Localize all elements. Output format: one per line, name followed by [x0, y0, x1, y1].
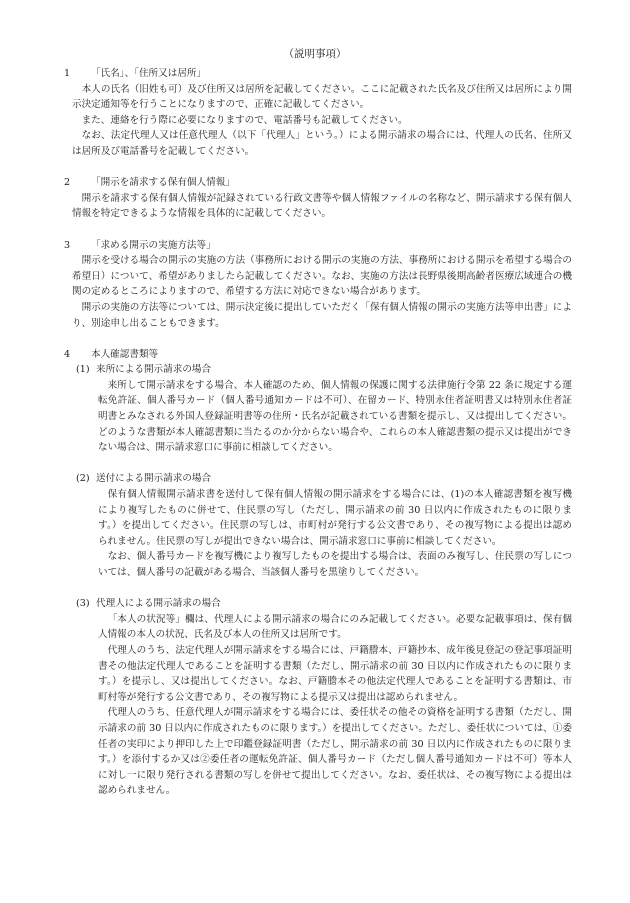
section-number: 2 — [64, 177, 71, 189]
section-title: 本人確認書類等 — [91, 348, 159, 360]
section-1-paragraph-3: なお、法定代理人又は任意代理人（以下「代理人」という。）による開示請求の場合には、代理人の氏名、住所又は居所及び電話番号を記載してください。 — [72, 130, 572, 157]
subsection-1-paragraph-1: 来所して開示請求をする場合、本人確認のため、個人情報の保護に関する法律施行令第 22 条に規定する運転免許証、個人番号カード（個人番号通知カードは不可）、在留カード、特別永住者証明書又は特別永住者証明書とみなされる外国人登録証明書等の住所・氏名が記載されている書類を提示し、又は提出してください。どのような書類が本人確認書類に当たるのか分からない場合や、これらの本人確認書類の提示又は提出ができない場合は、開示請求窓口に事前に相談してください。 — [98, 379, 572, 454]
subsection-title: 送付による開示請求の場合 — [96, 473, 212, 485]
section-number: 4 — [64, 348, 71, 360]
subsection-3-paragraph-1: 「本人の状況等」欄は、代理人による開示請求の場合にのみ記載してください。必要な記載事項は、保有個人情報の本人の状況、氏名及び本人の住所又は居所です。 — [98, 613, 572, 641]
subsection-title: 来所による開示請求の場合 — [96, 364, 212, 376]
section-1-heading — [64, 66, 572, 82]
subsection-3-heading — [64, 596, 572, 612]
subsection-number: (2) — [76, 473, 90, 485]
section-title: 「求める開示の実施方法等」 — [91, 239, 216, 251]
section-title: 「開示を請求する保有個人情報」 — [91, 177, 235, 189]
page-title: （説明事項） — [283, 48, 347, 60]
subsection-number: (1) — [76, 364, 90, 376]
subsection-2-heading — [64, 471, 572, 487]
subsection-3-paragraph-3: 代理人のうち、任意代理人が開示請求をする場合には、委任状その他その資格を証明する書類（ただし、開示請求の前 30 日以内に作成されたものに限ります。）を提出してください。ただし、委任状については、①委任者の実印により押印した上で印鑑登録証明書（ただし、開示請求の前 30 日以内に作成されたものに限ります。）を添付するか又は②委任者の運転免許証、個人番号カード（ただし個人番号通知カードは不可）等本人に対し一に限り発行される書類の写しを併せて提出してください。なお、委任状は、その複写物による提出は認められません。 — [98, 707, 572, 797]
section-number: 1 — [64, 68, 71, 79]
section-3-heading — [64, 238, 572, 254]
section-title: 「氏名」、「住所又は居所」 — [91, 68, 207, 79]
section-4-heading — [64, 347, 572, 363]
section-3-paragraph-1: 開示を受ける場合の開示の実施の方法（事務所における開示の実施の方法、事務所における開示を希望する場合の希望日）について、希望がありましたら記載してください。なお、実施の方法は長野県後期高齢者医療広域連合の機関の定めるところによりますので、希望する方法に対応できない場合があります。 — [72, 255, 572, 298]
subsection-2-paragraph-2: なお、個人番号カードを複写機により複写したものを提出する場合は、表面のみ複写し、住民票の写しについては、個人番号の記載がある場合、当該個人番号を黒塗りしてください。 — [98, 551, 572, 578]
subsection-3-paragraph-2: 代理人のうち、法定代理人が開示請求をする場合には、戸籍謄本、戸籍抄本、成年後見登記の登記事項証明書その他法定代理人であることを証明する書類（ただし、開示請求の前 30 日以内に作成されたものに限ります。）を提示し、又は提出してください。なお、戸籍謄本その他法定代理人であることを証明する書類は、市町村等が発行する公文書であり、その複写物による提示又は提出は認められません。 — [98, 644, 572, 703]
section-2-paragraph-1: 開示を請求する保有個人情報が記録されている行政文書等や個人情報ファイルの名称など、開示請求する保有個人情報を特定できるような情報を具体的に記載してください。 — [72, 192, 572, 220]
section-number: 3 — [64, 239, 71, 251]
document-body — [64, 66, 572, 799]
section-1-paragraph-2: また、連絡を行う際に必要になりますので、電話番号も記載してください。 — [81, 114, 408, 126]
subsection-number: (3) — [76, 598, 90, 610]
subsection-1-heading — [64, 362, 572, 378]
section-2-heading — [64, 175, 572, 191]
section-1-paragraph-1: 本人の氏名（旧姓も可）及び住所又は居所を記載してください。ここに記載された氏名及び住所又は居所により開示決定通知等を行うことになりますので、正確に記載してください。 — [72, 83, 572, 111]
subsection-title: 代理人による開示請求の場合 — [96, 598, 221, 610]
subsection-2-paragraph-1: 保有個人情報開示請求書を送付して保有個人情報の開示請求をする場合には、(1)の本人確認書類を複写機により複写したものに併せて、住民票の写し（ただし、開示請求の前 30 日以内に作成されたものに限ります。）を提出してください。住民票の写しは、市町村が発行する公文書であり、その複写物による提出は認められません。住民票の写しが提出できない場合は、開示請求窓口に事前に相談してください。 — [98, 489, 572, 547]
section-3-paragraph-2: 開示の実施の方法等については、開示決定後に提出していただく「保有個人情報の開示の実施方法等申出書」により、別途申し出ることもできます。 — [72, 301, 572, 329]
